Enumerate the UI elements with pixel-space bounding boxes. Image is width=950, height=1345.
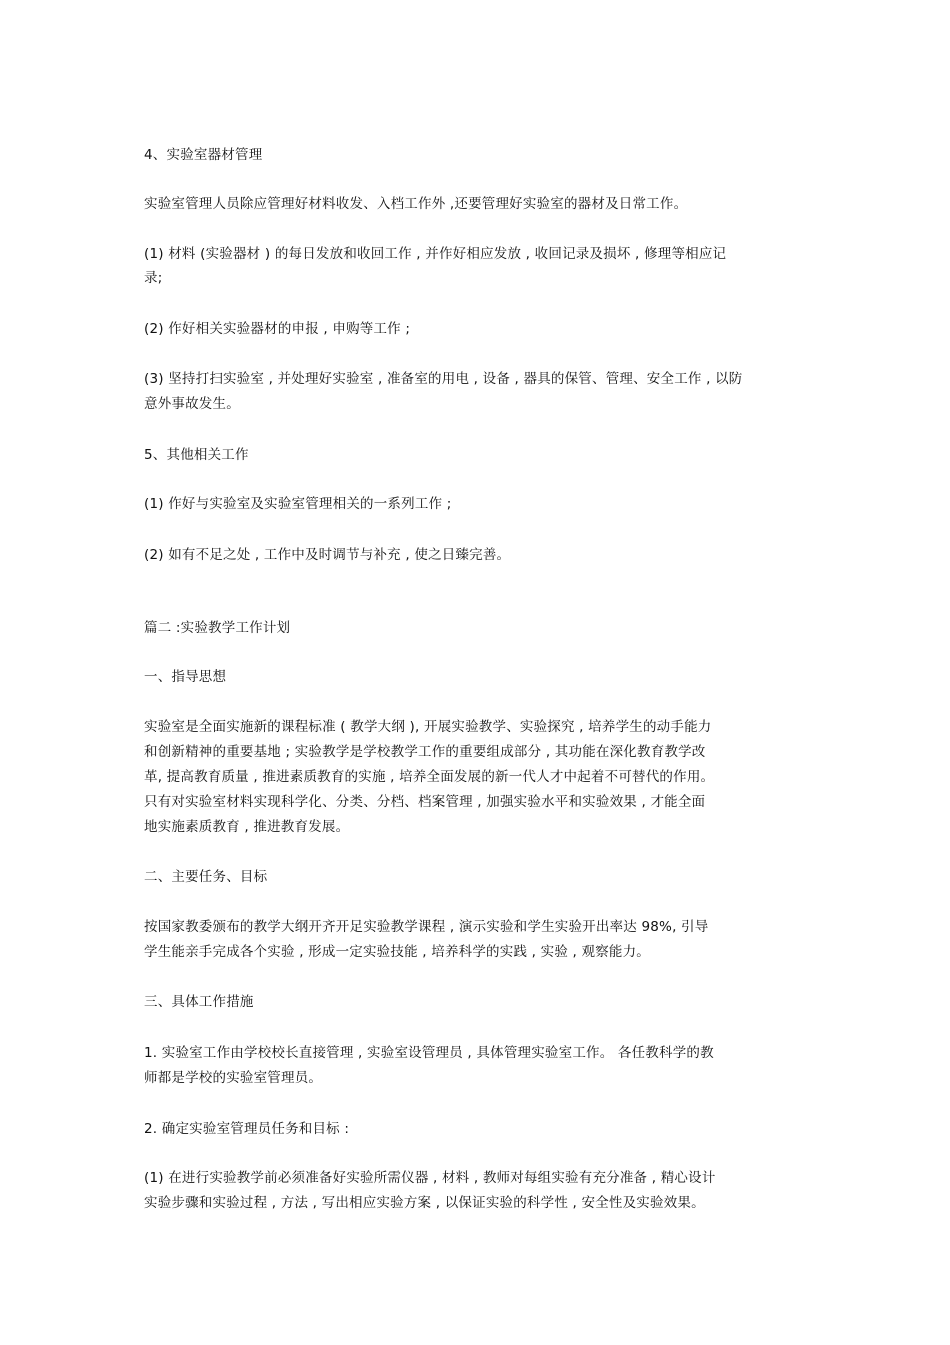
paragraph-line: 录; [144,270,163,286]
article-title: 篇二 :实验教学工作计划 [144,620,291,636]
paragraph-line: 实验步骤和实验过程 , 方法 , 写出相应实验方案 , 以保证实验的科学性 , 安全性及实验效果。 [144,1195,705,1211]
paragraph-line: 实验室是全面实施新的课程标准 ( 教学大纲 ), 开展实验教学、实验探究 , 培养学生的动手能力 [144,719,712,735]
section-heading-other: 5、其他相关工作 [144,447,249,463]
paragraph-line: 和创新精神的重要基地 ; 实验教学是学校教学工作的重要组成部分 , 其功能在深化教育教学改 [144,744,706,760]
paragraph-line: 地实施素质教育 , 推进教育发展。 [144,819,350,835]
paragraph-line: 意外事故发生。 [144,396,240,412]
paragraph-line: 革, 提高教育质量 , 推进素质教育的实施 , 培养全面发展的新一代人才中起着不可替代的作用。 [144,769,715,785]
paragraph-line: 1. 实验室工作由学校校长直接管理 , 实验室设管理员 , 具体管理实验室工作。 各任教科学的教 [144,1045,714,1061]
paragraph-line: 2. 确定实验室管理员任务和目标 : [144,1121,350,1137]
section-heading-measures: 三、具体工作措施 [144,994,254,1010]
paragraph-line: (2) 如有不足之处 , 工作中及时调节与补充 , 使之日臻完善。 [144,547,511,563]
paragraph-line: (1) 在进行实验教学前必须准备好实验所需仪器 , 材料 , 教师对每组实验有充分准备 , 精心设计 [144,1170,716,1186]
paragraph-line: (2) 作好相关实验器材的申报 , 申购等工作 ; [144,321,411,337]
paragraph-line: 按国家教委颁布的教学大纲开齐开足实验教学课程 , 演示实验和学生实验开出率达 98%, 引导 [144,919,709,935]
section-heading-guiding: 一、指导思想 [144,669,227,685]
section-heading-equipment: 4、实验室器材管理 [144,147,263,163]
paragraph-line: 实验室管理人员除应管理好材料收发、入档工作外 ,还要管理好实验室的器材及日常工作。 [144,196,688,212]
paragraph-line: 学生能亲手完成各个实验 , 形成一定实验技能 , 培养科学的实践 , 实验 , 观察能力。 [144,944,650,960]
section-heading-tasks: 二、主要任务、目标 [144,869,268,885]
paragraph-line: (1) 作好与实验室及实验室管理相关的一系列工作 ; [144,496,452,512]
paragraph-line: 只有对实验室材料实现科学化、分类、分档、档案管理 , 加强实验水平和实验效果 , 才能全面 [144,794,706,810]
paragraph-line: 师都是学校的实验室管理员。 [144,1070,323,1086]
paragraph-line: (1) 材料 (实验器材 ) 的每日发放和收回工作 , 并作好相应发放 , 收回记录及损坏 , 修理等相应记 [144,246,727,262]
paragraph-line: (3) 坚持打扫实验室 , 并处理好实验室 , 准备室的用电 , 设备 , 器具的保管、管理、安全工作 , 以防 [144,371,743,387]
